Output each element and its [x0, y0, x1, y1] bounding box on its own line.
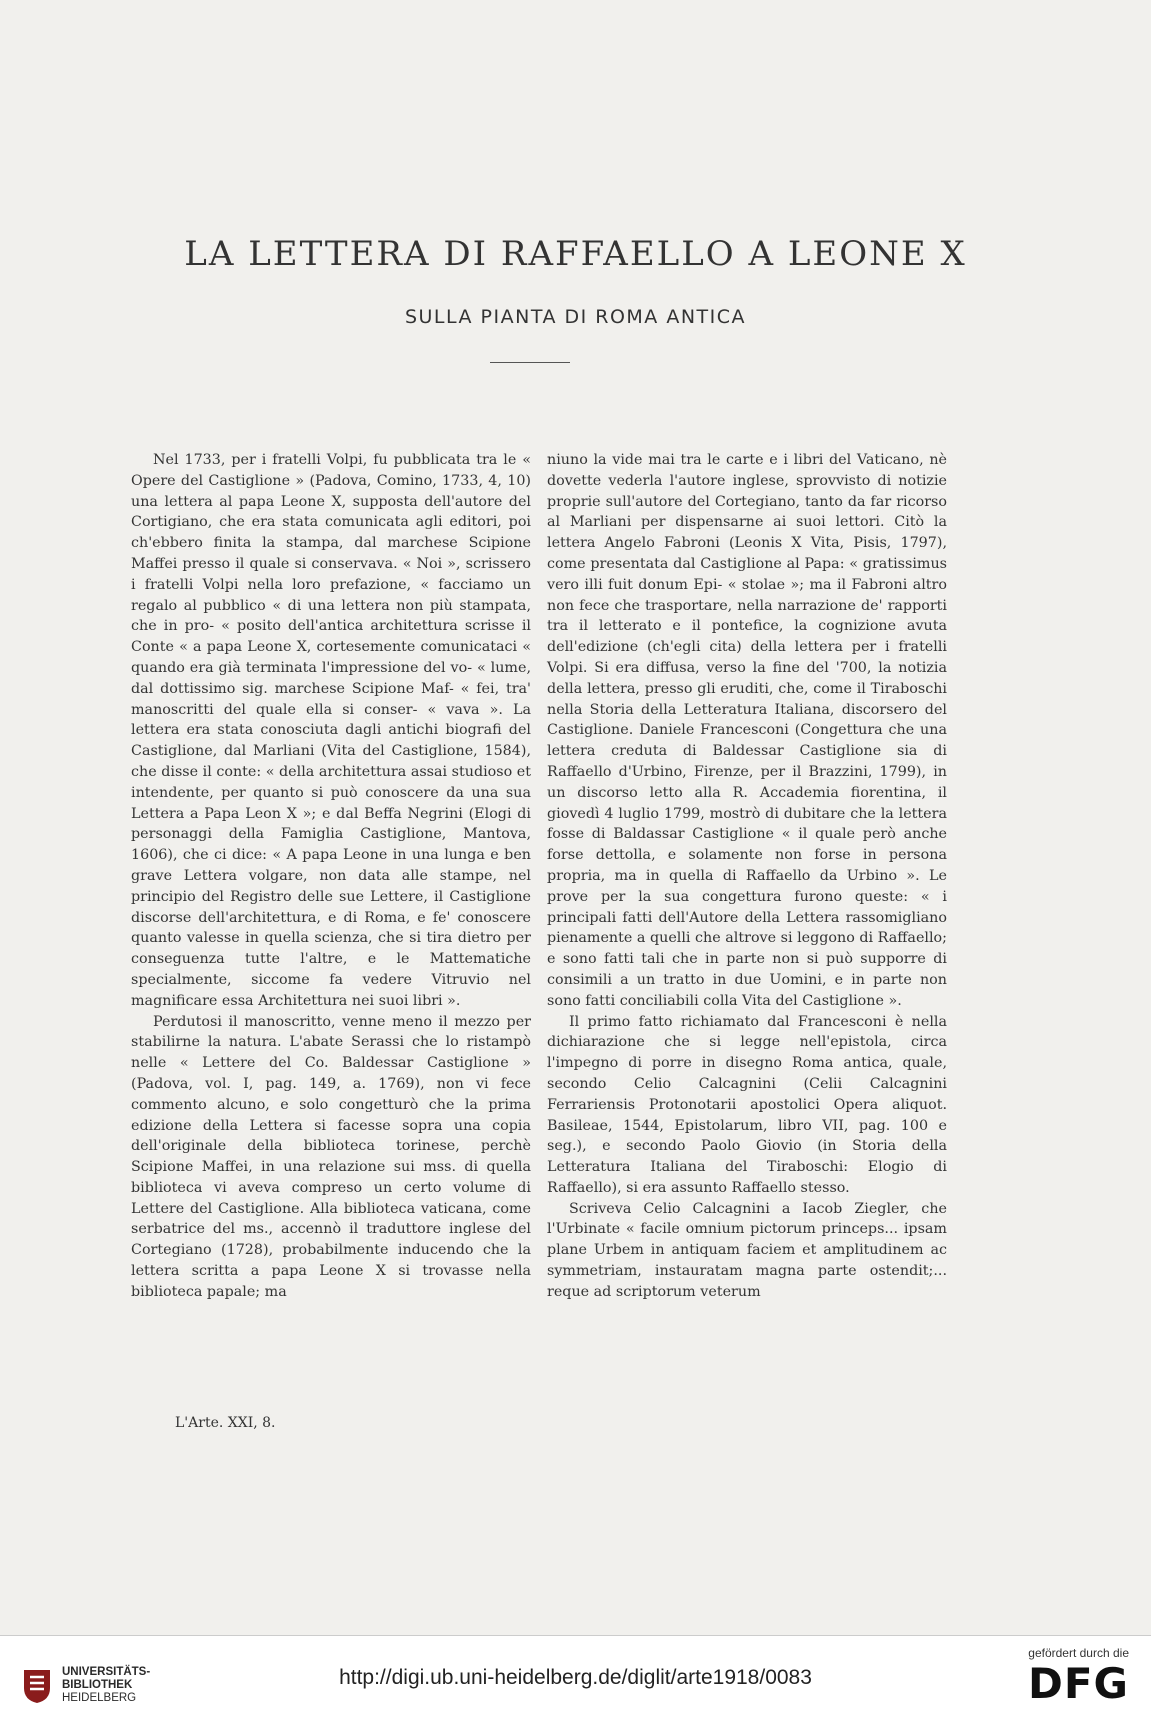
dfg-logo[interactable] — [1028, 1646, 1129, 1708]
paragraph: Il primo fatto richiamato dal Francesconi è nella dichiarazione che si legge nell'epistola, circa l'impegno di porre in disegno Roma antica, quale, secondo Celio Calcagnini (Celii Calcagnini Ferrariensis Protonotarii apostolici Opera aliquot. Basileae, 1544, Epistolarum, libro VII, pag. 100 e seg.), e secondo Paolo Giovio (in Storia della Letteratura Italiana del Tiraboschi: Elogio di Raffaello), si era assunto Raffaello stesso. — [547, 1013, 947, 1196]
permalink-url[interactable]: http://digi.ub.uni-heidelberg.de/diglit/arte1918/0083 — [339, 1666, 812, 1689]
library-name-line2: BIBLIOTHEK — [62, 1679, 133, 1691]
text-column-left — [131, 450, 531, 1303]
page-signature: L'Arte. XXI, 8. — [175, 1415, 276, 1431]
text-column-right — [547, 450, 947, 1303]
title-divider — [490, 362, 570, 363]
library-name-line3: HEIDELBERG — [62, 1692, 137, 1704]
viewer-footer-bar — [0, 1635, 1151, 1726]
paragraph: Perdutosi il manoscritto, venne meno il mezzo per stabilirne la natura. L'abate Serassi che lo ristampò nelle « Lettere del Co. Baldessar Castiglione » (Padova, vol. I, pag. 149, a. 1769), non vi fece commento alcuno, e solo congetturò che la prima edizione della Lettera si facesse sopra una copia dell'originale della biblioteca torinese, perchè Scipione Maffei, in una relazione sui mss. di quella biblioteca vi aveva compreso un certo volume di Lettere del Castiglione. Alla biblioteca vaticana, come serbatrice del ms., accennò il traduttore inglese del Cortegiano (1728), probabilmente inducendo che la lettera scritta a papa Leone X si trovasse nella biblioteca papale; ma — [131, 1013, 531, 1300]
dfg-wordmark: DFG — [1027, 1659, 1129, 1708]
article-subtitle: SULLA PIANTA DI ROMA ANTICA — [404, 306, 747, 328]
paragraph: Scriveva Celio Calcagnini a Iacob Ziegler, che l'Urbinate « facile omnium pictorum princeps... ipsam plane Urbem in antiquam faciem et amplitudinem ac symmetriam, instauratam magna parte ostendit;... reque ad scriptorum veterum — [547, 1200, 947, 1300]
library-name-line1: UNIVERSITÄTS- — [62, 1666, 151, 1678]
paragraph: niuno la vide mai tra le carte e i libri del Vaticano, nè dovette vederla l'autore inglese, sprovvisto di notizie proprie sull'autore del Cortegiano, tanto da far ricorso al Marliani per dispensarne ai suoi lettori. Citò la lettera Angelo Fabroni (Leonis X Vita, Pisis, 1797), come presentata dal Castiglione al Papa: « gratissimus vero illi fuit donum Epi- « stolae »; ma il Fabroni altro non fece che trasportare, nella narrazione de' rapporti tra il letterato e il pontefice, la cognizione avuta dell'edizione (ch'egli cita) della lettera per i fratelli Volpi. Si era diffusa, verso la fine del '700, la notizia della lettera, presso gli eruditi, che, come il Tiraboschi nella Storia della Letteratura Italiana, discorsero del Castiglione. Daniele Francesconi (Congettura che una lettera creduta di Baldessar Castiglione sia di Raffaello d'Urbino, Firenze, per il Brazzini, 1799), in un discorso letto alla R. Accademia fiorentina, il giovedì 4 luglio 1799, mostrò di dubitare che la lettera fosse di Baldassar Castiglione « il quale però anche forse dettolla, e solamente non forse in persona propria, ma in quella di Raffaello da Urbino ». Le prove per la sua congettura furono queste: « i principali fatti dell'Autore della Lettera rassomigliano pienamente a quelli che altrove si leggono di Raffaello; e sono fatti tali che in parte non si può supporre di consimili a un tratto in due Uomini, e in parte non sono fatti conciliabili colla Vita del Castiglione ». — [547, 452, 947, 1009]
article-title: LA LETTERA DI RAFFAELLO A LEONE X — [184, 234, 967, 274]
paragraph: Nel 1733, per i fratelli Volpi, fu pubblicata tra le « Opere del Castiglione » (Padova, Comino, 1733, 4, 10) una lettera al papa Leone X, supposta dell'autore del Cortigiano, che era stata comunicata agli editori, poi ch'ebbero finita la stampa, dal marchese Scipione Maffei presso il quale si conservava. « Noi », scrissero i fratelli Volpi nella loro prefazione, « facciamo un regalo al pubblico « di una lettera non più stampata, che in pro- « posito dell'antica architettura scrisse il Conte « a papa Leone X, cortesemente comunicataci « quando era già terminata l'impressione del vo- « lume, dal dottissimo sig. marchese Scipione Maf- « fei, tra' manoscritti del quale ella si conser- « vava ». La lettera era stata conosciuta dagli antichi biografi del Castiglione, dal Marliani (Vita del Castiglione, 1584), che disse il conte: « della architettura assai studioso et intendente, per quanto si può conoscere da una sua Lettera a Papa Leon X »; e dal Beffa Negrini (Elogi di personaggi della Famiglia Castiglione, Mantova, 1606), che ci dice: « A papa Leone in una lunga e ben grave Lettera volgare, non data alle stampe, nel principio del Registro delle sue Lettere, il Castiglione discorse dell'architettura, e di Roma, e fe' conoscere quanto valesse in quella scienza, che si tira dietro per conseguenza tutte l'altre, e le Mattematiche specialmente, siccome fa vedere Vitruvio nel magnificare essa Architettura nei suoi libri ». — [131, 452, 531, 1009]
funder-caption: gefördert durch die — [1028, 1646, 1129, 1660]
